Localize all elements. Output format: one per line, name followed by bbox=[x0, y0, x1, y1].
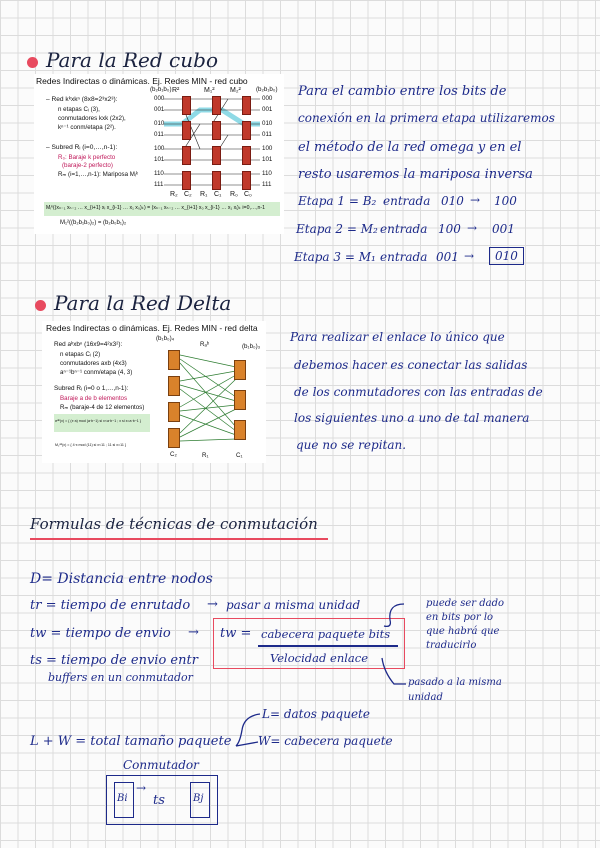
formula-d: D= Distancia entre nodos bbox=[30, 571, 213, 587]
delta-formula-a-box bbox=[54, 414, 150, 432]
cubo-output-2: 010 bbox=[262, 120, 273, 127]
cubo-switch bbox=[182, 121, 191, 140]
tr-note: pasar a misma unidad bbox=[226, 598, 361, 612]
cubo-slide-image bbox=[34, 74, 284, 234]
tw-box-lhs: tw = bbox=[220, 626, 252, 641]
cubo-switch bbox=[242, 121, 251, 140]
cubo-bottom-label-3: C₁ bbox=[214, 191, 222, 198]
tr-arrow: → bbox=[207, 597, 218, 612]
cubo-note-line-2: el método de la red omega y en el bbox=[298, 140, 522, 155]
delta-note-line-2: de los conmutadores con las entradas de bbox=[294, 385, 543, 399]
bullet-dot-delta bbox=[35, 300, 46, 311]
tw-fraction-bar bbox=[258, 645, 398, 647]
etapa-2-to: 001 bbox=[492, 222, 515, 236]
cubo-output-7: 111 bbox=[262, 181, 272, 188]
buffer-out-label: Bj bbox=[193, 793, 204, 804]
cubo-bullet1-sub-2: kⁿ⁻¹ conm/etapa (2²). bbox=[58, 124, 116, 131]
note1-line-2: que habrá que bbox=[426, 626, 500, 637]
cubo-switch bbox=[212, 121, 221, 140]
cubo-bottom-label-0: R₂ bbox=[170, 191, 178, 198]
cubo-formula-2: M₁²((b₂b₁b₀)₂) = (b₂b₀b₁)₂ bbox=[60, 220, 127, 226]
delta-slide-image bbox=[42, 321, 266, 463]
cubo-output-0: 000 bbox=[262, 95, 273, 102]
tw-arrow: → bbox=[188, 625, 199, 640]
note1-line-3: traducirlo bbox=[426, 640, 477, 651]
cubo-input-3: 011 bbox=[154, 131, 164, 138]
section-title-delta: Para la Red Delta bbox=[54, 291, 232, 315]
cubo-output-1: 001 bbox=[262, 106, 273, 113]
cubo-input-4: 100 bbox=[154, 145, 165, 152]
cubo-input-1: 001 bbox=[154, 106, 165, 113]
delta-switch-stage2 bbox=[234, 390, 246, 410]
section-title-formulas: Formulas de técnicas de conmutación bbox=[30, 515, 318, 533]
cubo-input-2: 010 bbox=[154, 120, 165, 127]
delta-note-line-1: debemos hacer es conectar las salidas bbox=[294, 358, 528, 372]
note2-line-0: pasado a la misma bbox=[408, 677, 502, 688]
etapa-1-arrow: → bbox=[470, 193, 481, 207]
section-title-cubo: Para la Red cubo bbox=[46, 48, 218, 72]
etapa-2-label: Etapa 2 = M₂ bbox=[296, 222, 378, 236]
cubo-stage-label-1: M₁² bbox=[204, 87, 215, 94]
delta-switch-stage2 bbox=[234, 420, 246, 440]
tw-denominator: Velocidad enlace bbox=[270, 651, 369, 665]
delta-bullet2-sub-0: Baraje a de b elementos bbox=[60, 395, 128, 402]
etapa-3-label: Etapa 3 = M₁ bbox=[294, 250, 376, 264]
cubo-stage-label-2: M₂² bbox=[230, 87, 241, 94]
title-underline bbox=[30, 538, 328, 540]
delta-note-line-0: Para realizar el enlace lo único que bbox=[290, 330, 505, 344]
ts-in-switch: ts bbox=[153, 793, 165, 808]
delta-formula-b: M₂ᵃᵇ(x) = { 4·x mod (11) si x<11 ; 11 si x=11 } bbox=[55, 443, 127, 447]
etapa-1-from: 010 bbox=[441, 194, 464, 208]
delta-label-out: (b₁b₀)₃ bbox=[242, 343, 261, 350]
etapa-3-from: 001 bbox=[436, 250, 459, 264]
delta-note-line-4: que no se repitan. bbox=[296, 438, 407, 452]
cubo-note-line-1: conexión en la primera etapa utilizaremos bbox=[298, 111, 555, 125]
cubo-switch bbox=[242, 171, 251, 190]
cubo-bullet2-sub-0: R₀: Baraje k perfecto bbox=[58, 154, 116, 161]
conmutador-label: Conmutador bbox=[123, 758, 199, 772]
cubo-output-6: 110 bbox=[262, 170, 272, 177]
etapa-1-label: Etapa 1 = B₂ bbox=[298, 194, 377, 208]
cubo-bottom-label-2: R₁ bbox=[200, 191, 208, 198]
cubo-bottom-label-1: C₂ bbox=[184, 191, 192, 198]
delta-bottom-1: R₁ bbox=[202, 452, 209, 459]
delta-note-line-3: los siguientes uno a uno de tal manera bbox=[294, 411, 530, 425]
note2-line-1: unidad bbox=[408, 692, 443, 703]
note1-line-0: puede ser dado bbox=[426, 598, 505, 609]
cubo-output-3: 011 bbox=[262, 131, 272, 138]
cubo-stage-label-0: R² bbox=[172, 87, 180, 94]
cubo-switch bbox=[212, 146, 221, 165]
buffer-in-label: Bi bbox=[117, 793, 128, 804]
bullet-dot-cubo bbox=[27, 57, 38, 68]
cubo-bullet1-sub-1: conmutadores kxk (2x2), bbox=[58, 115, 126, 122]
cubo-bullet2: – Subred Rᵢ (i=0,…,n-1): bbox=[46, 144, 118, 151]
cubo-output-5: 101 bbox=[262, 156, 273, 163]
cubo-bullet2-sub-2: Rₘ (i=1,…,n-1): Mariposa Mᵢᵏ bbox=[58, 171, 138, 178]
cubo-bottom-label-5: C₀ bbox=[244, 191, 252, 198]
delta-network-diagram bbox=[176, 347, 240, 447]
delta-bottom-2: C₁ bbox=[236, 452, 243, 459]
formula-ts-line2: buffers en un conmutador bbox=[48, 671, 193, 684]
delta-bullet1: Red aᵏxbⁿ (16x9=4²x3²): bbox=[54, 341, 123, 348]
delta-switch-stage1 bbox=[168, 402, 180, 422]
tw-numerator: cabecera paquete bits bbox=[261, 627, 391, 641]
formula-lw: L + W = total tamaño paquete bbox=[30, 734, 232, 749]
cubo-output-4: 100 bbox=[262, 145, 273, 152]
delta-switch-stage1 bbox=[168, 350, 180, 370]
delta-label-in: (b₁b₀)₄ bbox=[156, 335, 175, 342]
cubo-switch bbox=[182, 146, 191, 165]
delta-bullet1-sub-1: conmutadores axb (4x3) bbox=[60, 360, 127, 367]
delta-slide-title: Redes Indirectas o dinámicas. Ej. Redes MIN - red delta bbox=[46, 323, 258, 333]
cubo-switch bbox=[242, 146, 251, 165]
etapa-3-to-boxed: 010 bbox=[489, 247, 524, 265]
cubo-bullet2-sub-1: (barajе-2 perfecto) bbox=[62, 162, 113, 169]
cubo-switch bbox=[212, 96, 221, 115]
cubo-slide-title: Redes Indirectas o dinámicas. Ej. Redes MIN - red cubo bbox=[36, 76, 248, 86]
cubo-bottom-label-4: R₀ bbox=[230, 191, 238, 198]
delta-label-mid: Rₐᵇ bbox=[200, 341, 210, 348]
formula-tw: tw = tiempo de envio bbox=[30, 626, 171, 641]
formula-ts-line1: ts = tiempo de envio entr bbox=[30, 653, 198, 668]
cubo-note-line-0: Para el cambio entre los bits de bbox=[298, 84, 507, 99]
delta-bullet1-sub-2: aⁿ⁻¹bⁿ⁻¹ conm/etapa (4, 3) bbox=[60, 369, 133, 376]
cubo-note-line-3: resto usaremos la mariposa inversa bbox=[298, 167, 533, 182]
delta-formula-a: σᵃᵇ(x) = { (x·a) mod (a·b−1) si x<a·b−1 ; x si x=a·b−1 } bbox=[55, 419, 142, 423]
etapa-3-word: entrada bbox=[380, 250, 428, 264]
cubo-switch bbox=[212, 171, 221, 190]
etapa-3-arrow: → bbox=[464, 249, 475, 263]
formula-l: L= datos paquete bbox=[262, 707, 370, 721]
note1-line-1: en bits por lo bbox=[426, 612, 494, 623]
cubo-input-7: 111 bbox=[154, 181, 164, 188]
formula-w: W= cabecera paquete bbox=[258, 734, 393, 748]
cubo-switch bbox=[242, 96, 251, 115]
delta-switch-stage2 bbox=[234, 360, 246, 380]
cubo-input-0: 000 bbox=[154, 95, 165, 102]
cubo-input-6: 110 bbox=[154, 170, 164, 177]
etapa-1-word: entrada bbox=[383, 194, 431, 208]
cubo-formula-1: Mᵢᵏ((xₙ₋₁ xₙ₋₂ … x_{i+1} xᵢ x_{i-1} … x₁ x₀)ₖ) = (xₙ₋₁ xₙ₋₂ … x_{i+1} x₀ x_{i-1} … x₁ xᵢ)ₖ i=0,…,n-1 bbox=[46, 205, 266, 211]
etapa-2-from: 100 bbox=[438, 222, 461, 236]
cubo-io-label-right: (b₂b₁b₀) bbox=[256, 86, 278, 93]
cubo-switch bbox=[182, 96, 191, 115]
cubo-switch bbox=[182, 171, 191, 190]
etapa-2-word: entrada bbox=[380, 222, 428, 236]
cubo-bullet1-sub-0: n etapas Cᵢ (3), bbox=[58, 106, 100, 113]
delta-switch-stage1 bbox=[168, 428, 180, 448]
etapa-2-arrow: → bbox=[467, 221, 478, 235]
conmutador-arrow: → bbox=[136, 781, 147, 795]
delta-bottom-0: C₂ bbox=[170, 451, 177, 458]
cubo-bullet1: – Red kᵏxkⁿ (8x8=2³x2³): bbox=[46, 96, 118, 103]
formula-tr: tr = tiempo de enrutado bbox=[30, 598, 191, 613]
delta-bullet1-sub-0: n etapas Cᵢ (2) bbox=[60, 351, 101, 358]
etapa-1-to: 100 bbox=[494, 194, 517, 208]
delta-bullet2: Subred Rᵢ (i=0 o 1,…,n-1): bbox=[54, 385, 129, 392]
cubo-io-label-left: (b₂b₁b₀) bbox=[150, 86, 172, 93]
delta-bullet2-sub-1: Rₘ (baraje-4 de 12 elementos) bbox=[60, 404, 145, 411]
cubo-input-5: 101 bbox=[154, 156, 165, 163]
delta-switch-stage1 bbox=[168, 376, 180, 396]
